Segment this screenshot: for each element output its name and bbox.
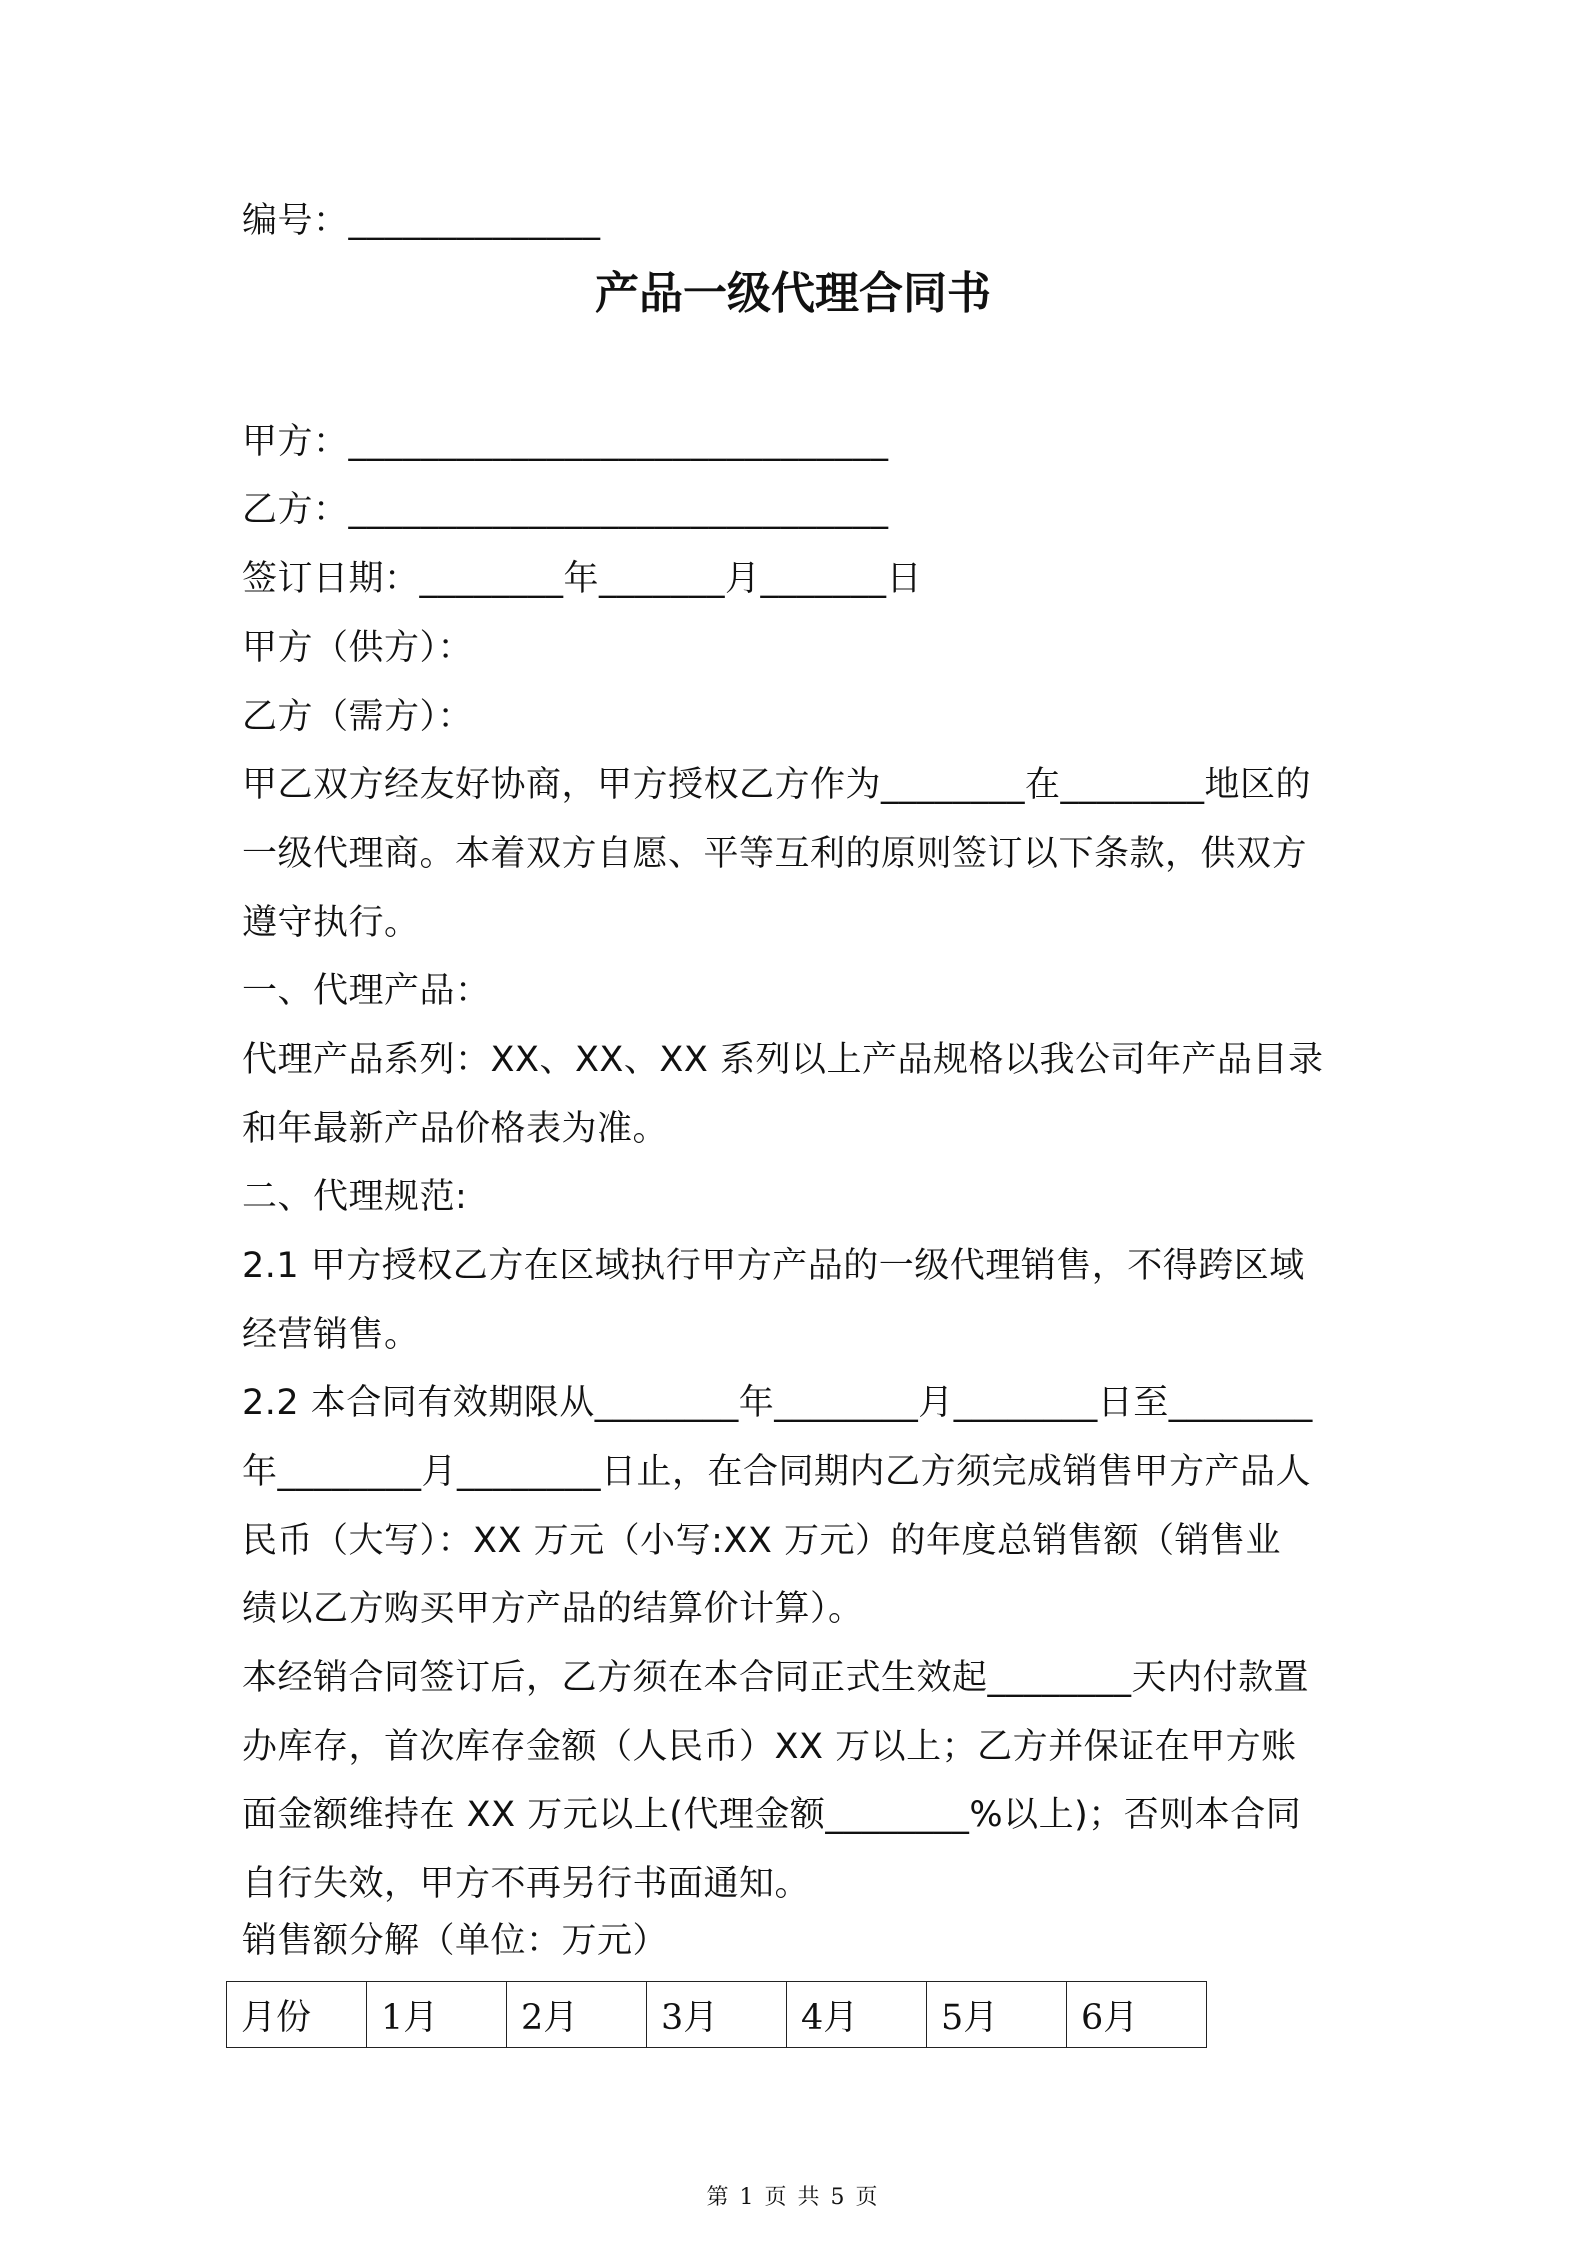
buyer-line: 乙方（需方）： [242,697,474,737]
clause-line: 年________月________日止，在合同期内乙方须完成销售甲方产品人 [242,1452,1312,1492]
paragraph-line: 代理产品系列：XX、XX、XX 系列以上产品规格以我公司年产品目录 [242,1040,1324,1080]
paragraph-line: 本经销合同签订后，乙方须在本合同正式生效起________天内付款置 [242,1658,1310,1698]
party-a-line: 甲方：______________________________ [242,422,889,462]
table-header-cell: 4月 [787,1982,927,2048]
table-header-cell: 3月 [647,1982,787,2048]
section-heading: 一、代理产品： [242,971,491,1011]
signing-date-line: 签订日期：________年_______月_______日 [242,559,923,599]
paragraph-line: 面金额维持在 XX 万元以上(代理金额________%以上)；否则本合同 [242,1795,1302,1835]
sales-breakdown-table [226,1981,1207,2048]
clause-line: 绩以乙方购买甲方产品的结算价计算）。 [242,1589,864,1629]
table-header-cell: 2月 [507,1982,647,2048]
table-row [227,1982,1207,2048]
paragraph-line: 遵守执行。 [242,903,420,943]
table-header-cell: 月份 [227,1982,367,2048]
paragraph-line: 办库存，首次库存金额（人民币）XX 万以上；乙方并保证在甲方账 [242,1727,1297,1767]
table-header-cell: 1月 [367,1982,507,2048]
table-caption: 销售额分解（单位：万元） [242,1921,669,1961]
document-title: 产品一级代理合同书 [595,268,991,319]
table-header-cell: 5月 [927,1982,1067,2048]
supplier-line: 甲方（供方）： [242,628,474,668]
contract-number-line: 编号：______________ [242,201,601,241]
clause-line: 经营销售。 [242,1315,420,1355]
paragraph-line: 自行失效，甲方不再另行书面通知。 [242,1864,811,1904]
clause-line: 2.2 本合同有效期限从________年________月________日至________ [242,1383,1313,1423]
clause-line: 2.1 甲方授权乙方在区域执行甲方产品的一级代理销售，不得跨区域 [242,1246,1305,1286]
clause-line: 民币（大写）：XX 万元（小写:XX 万元）的年度总销售额（销售业 [242,1521,1281,1561]
paragraph-line: 一级代理商。本着双方自愿、平等互利的原则签订以下条款，供双方 [242,834,1308,874]
paragraph-line: 和年最新产品价格表为准。 [242,1109,669,1149]
party-b-line: 乙方：______________________________ [242,490,889,530]
page-footer: 第 1 页 共 5 页 [706,2185,880,2210]
paragraph-line: 甲乙双方经友好协商，甲方授权乙方作为________在________地区的 [242,765,1312,805]
section-heading: 二、代理规范: [242,1177,468,1217]
table-header-cell: 6月 [1067,1982,1207,2048]
